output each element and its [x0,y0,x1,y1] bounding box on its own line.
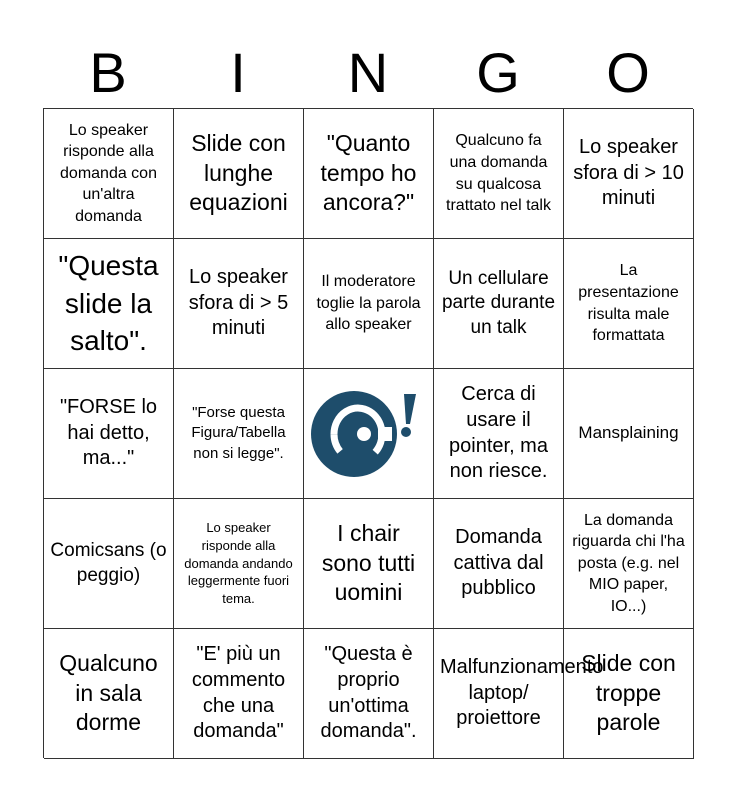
bingo-cell[interactable] [174,499,304,629]
bingo-cell[interactable] [304,499,434,629]
bingo-cell[interactable] [434,499,564,629]
bingo-cell-text: Lo speaker sfora di > 5 minuti [188,266,289,340]
header-letter-b: B [89,41,127,104]
bingo-cell-text: Qualcuno fa una domanda su qualcosa trattato nel talk [446,132,551,215]
bingo-cell-text: "Quanto tempo ho ancora?" [320,129,417,216]
bingo-cell-text: "Forse questa Figura/Tabella non si legge". [191,404,286,462]
bingo-cell[interactable] [304,109,434,239]
free-space-cell[interactable] [304,369,434,499]
bingo-cell-text: Mansplaining [578,423,679,443]
bingo-cell-text: Comicsans (o peggio) [50,540,167,586]
bingo-cell-text: "Questa slide la salto". [58,249,159,357]
bingo-cell[interactable] [564,629,694,759]
bingo-cell-text: I chair sono tutti uomini [321,519,416,606]
bingo-cell[interactable] [174,239,304,369]
bingo-cell[interactable] [434,369,564,499]
bingo-cell[interactable] [44,499,174,629]
bingo-cell-text: "Questa è proprio un'ottima domanda". [320,643,417,743]
bingo-cell[interactable] [174,369,304,499]
header-letter-g: G [476,41,520,104]
bingo-cell[interactable] [44,629,174,759]
bingo-cell[interactable] [564,239,694,369]
bingo-cell-text: Malfunzionamento laptop/ proiettore [440,656,604,730]
bingo-board [43,108,693,758]
bingo-cell-text: Cerca di usare il pointer, ma non riesce. [449,383,548,483]
bingo-cell-text: "FORSE lo hai detto, ma..." [59,396,158,470]
bingo-cell-text: Lo speaker risponde alla domanda con un'altra domanda [60,121,157,225]
bingo-cell-text: Lo speaker risponde alla domanda andando leggermente fuori tema. [184,519,293,607]
bingo-cell-text: Lo speaker sfora di > 10 minuti [573,136,684,210]
bingo-cell-text: Qualcuno in sala dorme [59,649,158,736]
bingo-cell[interactable] [174,109,304,239]
bingo-cell[interactable] [434,239,564,369]
bingo-cell-text: Un cellulare parte durante un talk [441,268,556,338]
bingo-cell[interactable] [564,499,694,629]
header-letter-i: I [230,41,246,104]
bingo-cell[interactable] [434,109,564,239]
bingo-cell[interactable] [44,369,174,499]
conference-logo-icon [308,386,430,482]
bingo-cell[interactable] [44,109,174,239]
bingo-cell-text: La domanda riguarda chi l'ha posta (e.g. nel MIO paper, IO...) [572,511,685,615]
header-letter-o: O [606,41,650,104]
bingo-cell[interactable] [434,629,604,759]
bingo-header [43,38,693,108]
bingo-cell-text: Slide con troppe parole [581,649,676,736]
bingo-cell-text: Domanda cattiva dal pubblico [453,526,544,600]
bingo-cell-text: "E' più un commento che una domanda" [191,643,286,743]
bingo-cell-text: Il moderatore toglie la parola allo speaker [316,273,421,334]
bingo-cell[interactable] [304,629,434,759]
bingo-cell[interactable] [304,239,434,369]
bingo-cell-text: La presentazione risulta male formattata [578,262,679,345]
bingo-cell[interactable] [564,109,694,239]
header-letter-n: N [347,41,389,104]
bingo-cell[interactable] [44,239,174,369]
bingo-cell-text: Slide con lunghe equazioni [189,129,288,216]
bingo-cell[interactable] [174,629,304,759]
bingo-cell[interactable] [564,369,694,499]
